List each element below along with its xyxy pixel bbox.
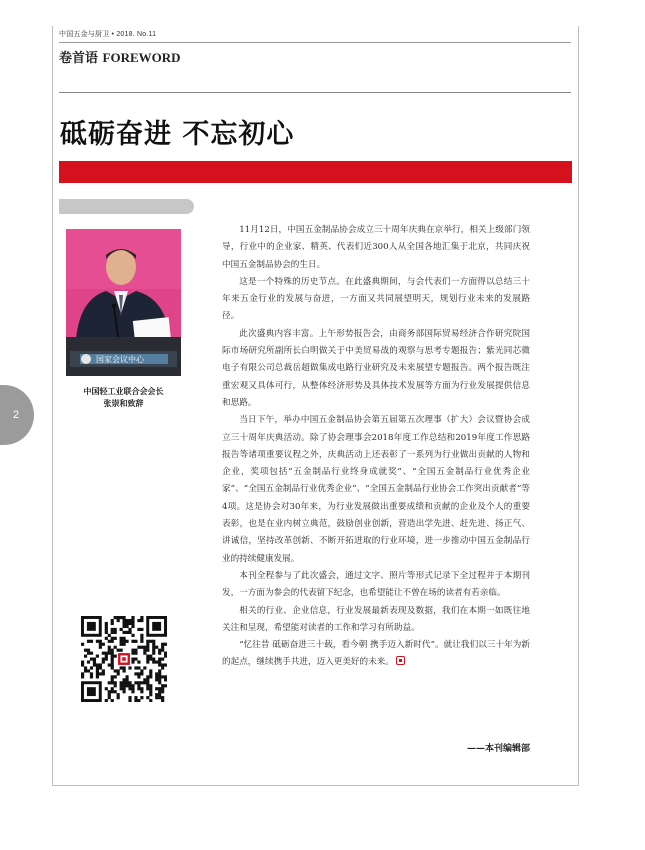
- qr-code[interactable]: [81, 616, 167, 702]
- gray-decorative-tab: [59, 199, 194, 214]
- paragraph: 相关的行业、企业信息，行业发展最新表现及数据，我们在本期一如既往地关注和呈现，希望能对读者的工作和学习有所助益。: [222, 605, 530, 633]
- paragraph: 本刊全程参与了此次盛会，通过文字、照片等形式记录下全过程并于本期刊发，一方面为参会的代表留下纪念，也希望能让不曾在场的读者有若亲临。: [222, 570, 530, 599]
- photo-caption: [60, 386, 187, 410]
- header-rule: [59, 42, 571, 43]
- page-number: 2: [12, 409, 20, 421]
- section-label: [59, 47, 181, 66]
- caption-line-1: 中国轻工业联合会会长: [83, 387, 164, 396]
- caption-line-2: 张崇和致辞: [103, 399, 144, 408]
- paragraph: 这是一个特殊的历史节点。在此盛典期间，与会代表们一方面得以总结三十年来五金行业的发展与奋进，一方面又共同展望明天，规划行业未来的发展路径。: [222, 276, 530, 322]
- speaker-photo-illustration: [66, 229, 181, 376]
- title-red-bar: [59, 161, 572, 183]
- paragraph: 此次盛典内容丰富。上午形势报告会，由商务部国际贸易经济合作研究院国际市场研究所副所长白明做关于中美贸易战的观察与思考专题报告；紫光同芯微电子有限公司总裁岳超做集成电路行业研究及未来展望专题报告。两个报告既注重宏观又具体可行，从整体经济形势及具体技术发展等方面为行业发展提供信息和思路。: [222, 328, 530, 408]
- paragraph: 11月12日，中国五金制品协会成立三十周年庆典在京举行，相关上级部门领导，行业中的企业家、精英、代表们近300人从全国各地汇集于北京，共同庆祝中国五金制品协会的生日。: [222, 225, 530, 270]
- section-label-en: FOREWORD: [102, 50, 181, 65]
- paragraph: 当日下午，举办中国五金制品协会第五届第五次理事（扩大）会议暨协会成立三十周年庆典活动。除了协会理事会2018年度工作总结和2019年度工作思路报告等诸项重要议程之外，庆典活动上还表彰了一系列为行业做出贡献的人物和企业，奖项包括“五金制品行业终身成就奖”、“全国五金制品行业优秀企业家”、“全国五金制品行业优秀企业”、“全国五金制品行业协会工作突出贡献者”等4项。这是协会对30年来，为行业发展做出重要成绩和贡献的企业及个人的重要表彰，也是在业内树立典范，鼓励创业创新，营造出学先进、赶先进、扬正气、讲诚信，坚持改革创新、不断开拓进取的行业环境，进一步推动中国五金制品行业的持续健康发展。: [222, 415, 530, 564]
- editorial-signature: ——本刊编辑部: [466, 744, 530, 754]
- end-mark-icon: [396, 656, 405, 665]
- section-label-cn: 卷首语: [59, 51, 99, 66]
- journal-info: 中国五金与厨卫 • 2018. No.11: [59, 31, 157, 38]
- page-number-tab: [0, 385, 34, 445]
- photo-backdrop-text: 国家会议中心: [96, 355, 144, 364]
- paragraph-last: [222, 637, 530, 672]
- qr-code-icon: [81, 616, 167, 702]
- article-body: [222, 222, 530, 672]
- title-rule: [59, 92, 571, 93]
- speaker-photo: [66, 229, 181, 376]
- paragraph-text: “忆往昔 砥砺奋进三十载，看今朝 携手迈入新时代”。就让我们以三十年为新的起点，继续携手共进，迈入更美好的未来。: [222, 640, 530, 668]
- article-title: 砥砺奋进 不忘初心: [60, 119, 295, 150]
